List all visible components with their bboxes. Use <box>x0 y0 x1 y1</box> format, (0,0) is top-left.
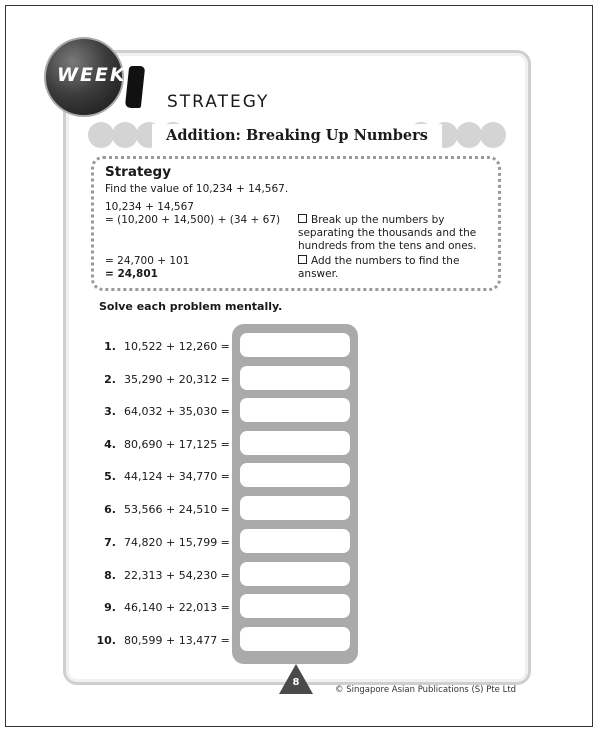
answer-box-2[interactable] <box>240 366 350 390</box>
problem-expression: 44,124 + 34,770 = <box>124 470 230 483</box>
checkbox-icon <box>298 214 307 223</box>
strategy-prompt: Find the value of 10,234 + 14,567. <box>105 183 289 195</box>
tip-text: Break up the numbers by separating the thousands and the hundreds from the tens and ones. <box>298 214 477 252</box>
problem-expression: 35,290 + 20,312 = <box>124 373 230 386</box>
problem-number: 8. <box>104 569 116 582</box>
strategy-box-heading: Strategy <box>105 164 172 180</box>
problem-number: 5. <box>104 470 116 483</box>
answer-box-6[interactable] <box>240 496 350 520</box>
problem-number: 2. <box>104 373 116 386</box>
section-heading: STRATEGY <box>167 92 270 112</box>
problem-number: 9. <box>104 601 116 614</box>
problem-expression: 80,599 + 13,477 = <box>124 634 230 647</box>
problem-number: 1. <box>104 340 116 353</box>
problem-number: 10. <box>96 634 116 647</box>
problem-number: 3. <box>104 405 116 418</box>
problem-expression: 64,032 + 35,030 = <box>124 405 230 418</box>
answer-box-9[interactable] <box>240 594 350 618</box>
answer-box-3[interactable] <box>240 398 350 422</box>
problem-expression: 10,522 + 12,260 = <box>124 340 230 353</box>
instruction-text: Solve each problem mentally. <box>99 300 283 313</box>
problem-expression: 80,690 + 17,125 = <box>124 438 230 451</box>
problem-number: 4. <box>104 438 116 451</box>
work-line-answer: = 24,801 <box>105 268 158 280</box>
work-line-1: 10,234 + 14,567 <box>105 201 194 213</box>
tip-text: Add the numbers to find the answer. <box>298 255 460 280</box>
page-title: Addition: Breaking Up Numbers <box>152 124 442 148</box>
answer-box-10[interactable] <box>240 627 350 651</box>
checkbox-icon <box>298 255 307 264</box>
problem-number: 7. <box>104 536 116 549</box>
week-badge-label: WEEK <box>57 64 127 86</box>
problem-number: 6. <box>104 503 116 516</box>
strategy-tip-1 <box>298 214 498 253</box>
answer-box-7[interactable] <box>240 529 350 553</box>
answer-box-5[interactable] <box>240 463 350 487</box>
strategy-tip-2 <box>298 255 498 281</box>
problem-expression: 22,313 + 54,230 = <box>124 569 230 582</box>
problem-expression: 53,566 + 24,510 = <box>124 503 230 516</box>
answer-box-8[interactable] <box>240 562 350 586</box>
page-number: 8 <box>292 677 300 688</box>
answer-box-4[interactable] <box>240 431 350 455</box>
problem-expression: 46,140 + 22,013 = <box>124 601 230 614</box>
work-line-2: = (10,200 + 14,500) + (34 + 67) <box>105 214 281 226</box>
answer-box-1[interactable] <box>240 333 350 357</box>
problem-expression: 74,820 + 15,799 = <box>124 536 230 549</box>
work-line-3: = 24,700 + 101 <box>105 255 190 267</box>
copyright-notice: © Singapore Asian Publications (S) Pte Ltd <box>335 685 517 695</box>
